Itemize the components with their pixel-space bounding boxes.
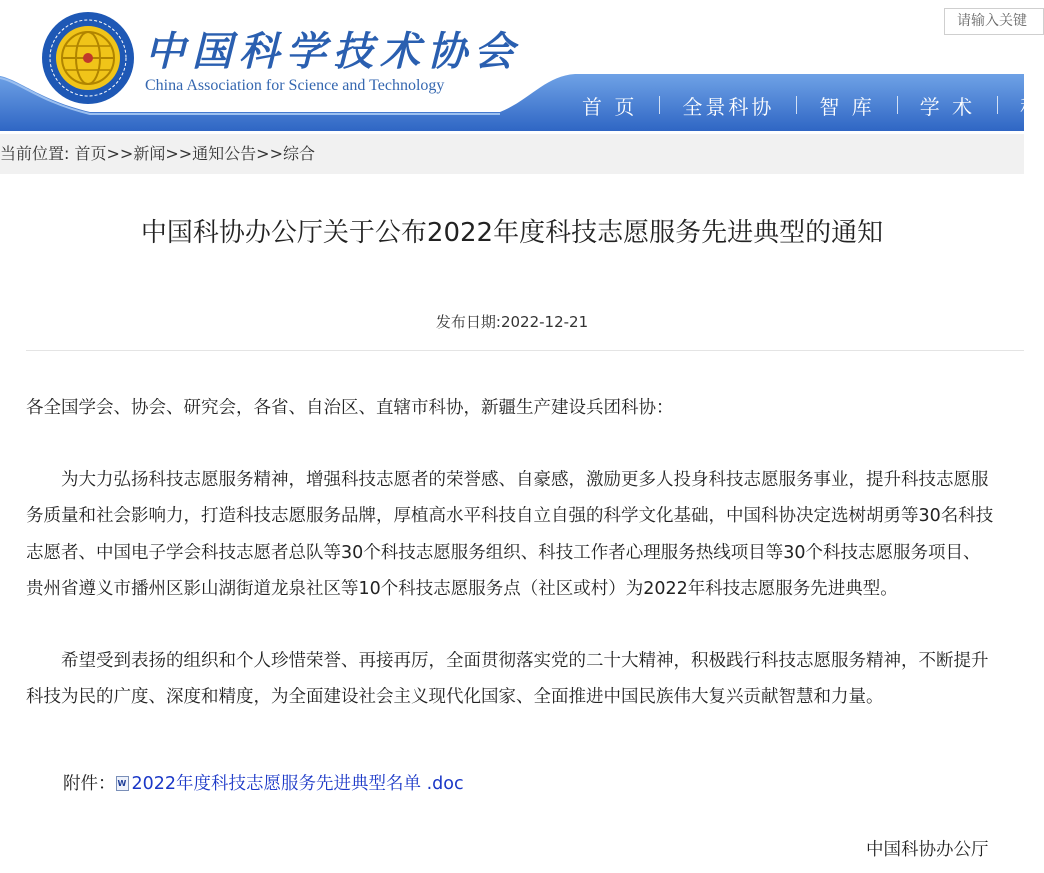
nav-divider — [897, 96, 898, 114]
date-value: 2022-12-21 — [500, 313, 589, 331]
breadcrumb-notices[interactable]: 通知公告 — [192, 144, 257, 163]
divider — [26, 350, 1024, 351]
cast-emblem-logo[interactable] — [38, 8, 138, 108]
nav-item-home[interactable]: 首 页 — [582, 94, 638, 119]
publish-date — [0, 311, 1024, 332]
attachment — [63, 770, 464, 795]
breadcrumb-label: 当前位置: — [0, 144, 70, 163]
breadcrumb-separator: >> — [165, 144, 193, 163]
search-input[interactable]: 请输入关键 — [944, 8, 1044, 35]
nav-divider — [659, 96, 660, 114]
breadcrumb-separator: >> — [256, 144, 283, 163]
main-nav — [582, 90, 1043, 120]
nav-item-think-tank[interactable]: 智 库 — [819, 94, 875, 119]
date-label: 发布日期: — [435, 313, 501, 331]
logo-chinese-name[interactable]: 中国科学技术协会 — [145, 28, 521, 75]
breadcrumb-general[interactable]: 综合 — [282, 144, 315, 163]
salutation: 各全国学会、协会、研究会，各省、自治区、直辖市科协，新疆生产建设兵团科协： — [26, 398, 674, 418]
nav-item-academic[interactable]: 学 术 — [919, 94, 976, 119]
nav-item-panorama[interactable]: 全景科协 — [682, 94, 775, 119]
attachment-label: 附件： — [63, 774, 116, 794]
breadcrumb-separator: >> — [106, 144, 134, 163]
breadcrumb-news[interactable]: 新闻 — [133, 144, 166, 163]
logo-english-name[interactable]: China Association for Science and Technology — [145, 77, 445, 94]
article-title: 中国科协办公厅关于公布2022年度科技志愿服务先进典型的通知 — [140, 218, 884, 248]
doc-file-icon[interactable]: W — [116, 776, 129, 791]
body-paragraph-1: 为大力弘扬科技志愿服务精神，增强科技志愿者的荣誉感、自豪感，激励更多人投身科技志愿服务事业，提升科技志愿服务质量和社会影响力，打造科技志愿服务品牌，厚植高水平科技自立自强的科学文化基础，中国科协决定选树胡勇等30名科技志愿者、中国电子学会科技志愿者总队等30个科技志愿服务组织、科技工作者心理服务热线项目等30个科技志愿服务项目、贵州省遵义市播州区影山湖街道龙泉社区等10个科技志愿服务点（社区或村）为2022年科技志愿服务先进典型。 — [26, 469, 994, 599]
nav-item-science[interactable]: 科 — [1020, 94, 1044, 119]
article-body — [26, 390, 996, 716]
breadcrumb — [0, 134, 1024, 174]
site-header — [0, 0, 1044, 131]
breadcrumb-home[interactable]: 首页 — [74, 144, 107, 163]
nav-divider — [997, 96, 998, 114]
body-paragraph-2: 希望受到表扬的组织和个人珍惜荣誉、再接再厉，全面贯彻落实党的二十大精神，积极践行科技志愿服务精神，不断提升科技为民的广度、深度和精度，为全面建设社会主义现代化国家、全面推进中国民族伟大复兴贡献智慧和力量。 — [26, 650, 989, 707]
attachment-link[interactable]: 2022年度科技志愿服务先进典型名单 .doc — [131, 774, 464, 794]
nav-divider — [796, 96, 797, 114]
signature: 中国科协办公厅 — [866, 840, 989, 860]
